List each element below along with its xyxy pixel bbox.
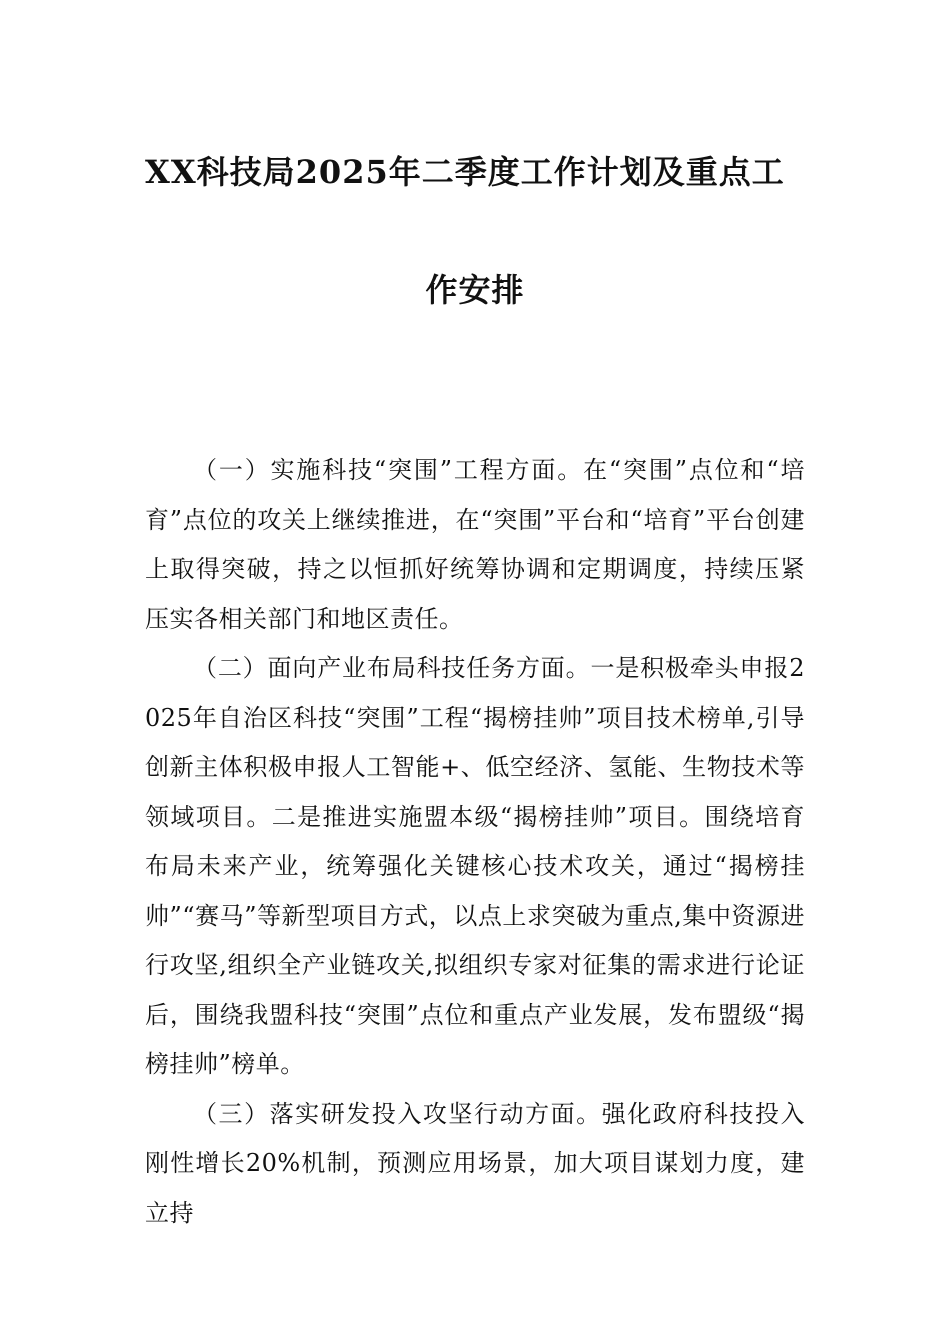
- document-body: [145, 446, 805, 1238]
- paragraph-3: （三）落实研发投入攻坚行动方面。强化政府科技投入刚性增长20%机制，预测应用场景，加大项目谋划力度，建立持: [145, 1099, 805, 1227]
- document-title-line-1: XX科技局2025年二季度工作计划及重点工: [145, 153, 785, 191]
- document-title-line-2: 作安排: [425, 271, 525, 309]
- paragraph-2: （二）面向产业布局科技任务方面。一是积极牵头申报2025年自治区科技“突围”工程“揭榜挂帅”项目技术榜单,引导创新主体积极申报人工智能+、低空经济、氢能、生物技术等领域项目。二是推进实施盟本级“揭榜挂帅”项目。围绕培育布局未来产业，统筹强化关键核心技术攻关，通过“揭榜挂帅”“赛马”等新型项目方式，以点上求突破为重点,集中资源进行攻坚,组织全产业链攻关,拟组织专家对征集的需求进行论证后，围绕我盟科技“突围”点位和重点产业发展，发布盟级“揭榜挂帅”榜单。: [145, 654, 805, 1078]
- paragraph-1: （一）实施科技“突围”工程方面。在“突围”点位和“培育”点位的攻关上继续推进，在“突围”平台和“培育”平台创建上取得突破，持之以恒抓好统筹协调和定期调度，持续压紧压实各相关部门和地区责任。: [145, 456, 805, 633]
